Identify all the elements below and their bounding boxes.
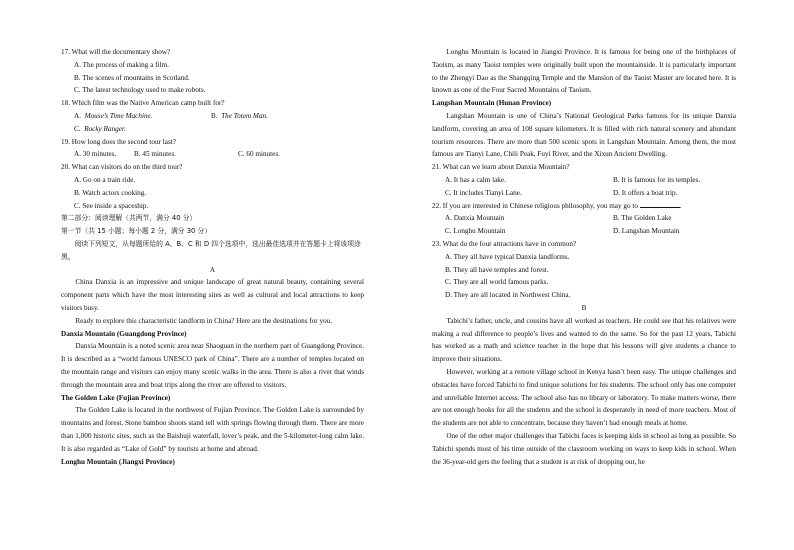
- option-20c: C. See inside a spaceship.: [74, 201, 149, 210]
- option-17b: B. The scenes of mountains in Scotland.: [74, 73, 190, 82]
- passage-b-label: B: [581, 303, 587, 312]
- question-18: 18. Which film was the Native American camp built for?: [61, 99, 225, 108]
- question-23: 23. What do the four attractions have in common?: [432, 239, 577, 248]
- option-17c: C. The latest technology used to make robots.: [74, 86, 206, 95]
- option-19a: A. 30 minutes.: [74, 150, 117, 159]
- question-17: 17. What will the documentary show?: [61, 48, 171, 56]
- option-22c: C. Longhu Mountain: [445, 227, 506, 236]
- answer-blank: [640, 200, 680, 208]
- options-21cd: [432, 187, 736, 200]
- option-21a: A. It has a calm lake.: [445, 175, 506, 184]
- option-23d: D. They are all located in Northwest China.: [445, 291, 571, 300]
- options-19: [61, 148, 364, 161]
- option-18b: B. The Totem Man.: [211, 111, 268, 120]
- right-column: [432, 46, 736, 468]
- option-19c: C. 60 minutes.: [238, 150, 280, 159]
- passage-a-intro: China Danxia is an impressive and unique landscape of great natural beauty, containing several component parts which have the most interesting sites as well as cultural and local attractions to keep visitors busy.: [61, 278, 364, 312]
- passage-a-ready: Ready to explore this characteristic landform in China? Here are the destinations for you.: [75, 316, 333, 325]
- langshan-text: Langshan Mountain is one of China’s National Geological Parks famous for its unique Danxia landform, covering an area of 108 square kilometers. It is filled with rich natural scenery and abundant tourism resources. There are more than 500 scenic spots in Langshan Mountain. Among them, the most famous are Tianyi Lane, Chili Peak, Fuyi River, and the Xixun Ancient Dwelling.: [432, 111, 736, 159]
- option-23a: A. They all have typical Danxia landforms.: [445, 252, 570, 261]
- part-two-heading: 第二部分：阅读理解（共两节，满分 40 分）: [61, 214, 197, 223]
- question-19: 19. How long does the second tour last?: [61, 137, 176, 146]
- golden-lake-text: The Golden Lake is located in the northwest of Fujian Province. The Golden Lake is surrounded by mountains and forest. Stone bamboo shoots stand tell with springs flowing through them. There are more than 1,000 historic sites, such as the Baishuji waterfall, lover’s peak, and the 5-kilometer-long calm lake. It is also regarded as “Lake of Gold” by tourists at home and abroad.: [61, 406, 364, 453]
- option-23c: C. They are all world famous parks.: [445, 278, 549, 287]
- option-21d: D. It offers a boat trip.: [613, 188, 678, 197]
- danxia-text: Danxia Mountain is a noted scenic area near Shaoguan in the northern part of Guangdong Province. It is described as a “world famous UNESCO park of China”. There are a number of temples located on the mountain range and visitors can enjoy many scenic walks in the area. There is also a river that winds through the mountain area and boat trips along the river are offered to visitors.: [61, 342, 364, 389]
- option-21b: B. It is famous for its temples.: [613, 175, 701, 184]
- passage-b-paragraph-1: Tabichi’s father, uncle, and cousins have all worked as teachers. He could see that his relatives were making a real difference to people’s lives and wanted to do the same. So for the past 12 years, Tabichi has worked as a math and science teacher in the hope that his lessons will give students a chance to improve their situations.: [432, 316, 736, 364]
- options-22cd: [432, 225, 736, 238]
- passage-b-paragraph-2: However, working at a remote village school in Kenya hasn’t been easy. The unique challenges and obstacles have forced Tabichi to find unique solutions for his students. The school only has one computer and unreliable Internet access. The school also has no library or laboratory. To make matters worse, there are not enough books for all the students and the school is desperately in need of more teachers. Most of the students are not able to concentrate, because they haven’t had enough meals at home.: [432, 367, 736, 428]
- longhu-text: Longhu Mountain is located in Jiangxi Province. It is famous for being one of the birthplaces of Taoism, as many Taoist temples were originally built upon the mountainside. It is particularly important to the Zhengyi Dao as the Shangqing Temple and the Mansion of the Taoist Master are located here. It is known as one of the Four Sacred Mountains of Taoism.: [432, 48, 736, 95]
- passage-a-label: A: [209, 265, 216, 274]
- option-19b: B. 45 minutes.: [134, 150, 176, 159]
- passage-b-paragraph-3: One of the other major challenges that Tabichi faces is keeping kids in school as long as possible. So Tabichi spends most of his time outside of the classroom working on ways to keep kids in school. When the 36-year-old gets the feeling that a student is at risk of dropping out, he: [432, 431, 736, 466]
- option-17a: A. The process of making a film.: [74, 60, 169, 69]
- section-one-heading: 第一节（共 15 小题；每小题 2 分，满分 30 分）: [61, 227, 212, 236]
- question-22: 22. If you are interested in Chinese religious philosophy, you may go to .: [432, 201, 682, 210]
- option-20b: B. Watch actors cooking.: [74, 188, 147, 197]
- longhu-heading: Longhu Mountain (Jiangxi Province): [61, 457, 175, 466]
- question-21: 21. What can we learn about Danxia Mountain?: [432, 163, 570, 172]
- option-22a: A. Danxia Mountain: [445, 214, 505, 223]
- option-23b: B. They all have temples and forest.: [445, 265, 549, 274]
- langshan-heading: Langshan Mountain (Hunan Province): [432, 99, 552, 108]
- option-22b: B. The Golden Lake: [613, 214, 672, 223]
- left-column: [61, 46, 364, 468]
- options-18ab: [61, 110, 364, 123]
- options-21ab: [432, 174, 736, 187]
- question-20: 20. What can visitors do on the third tour?: [61, 163, 183, 172]
- option-18c: C. Rocky Ranger.: [74, 124, 126, 133]
- golden-lake-heading: The Golden Lake (Fujian Province): [61, 393, 171, 402]
- danxia-heading: Danxia Mountain (Guangdong Province): [61, 329, 187, 338]
- reading-instructions: 阅读下列短文，从每题所给的 A、B、C 和 D 四个选项中，选出最佳选项并在答题卡上将该项涂黑。: [61, 239, 361, 261]
- option-20a: A. Go on a train ride.: [74, 175, 136, 184]
- option-22d: D. Langshan Mountain: [613, 227, 680, 236]
- option-21c: C. It includes Tianyi Lane.: [445, 188, 522, 197]
- option-18a: A. Mouse’s Time Machine.: [74, 111, 153, 120]
- options-22ab: [432, 212, 736, 225]
